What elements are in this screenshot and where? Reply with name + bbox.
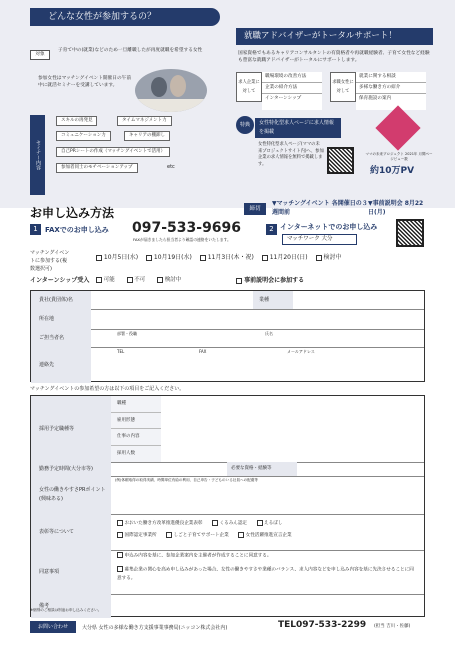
person-name-label: 氏名	[265, 331, 273, 336]
consent-2	[117, 566, 417, 583]
event-date-2: 10月19日(水)	[153, 254, 192, 261]
job-box: 求職女性に対して	[330, 72, 356, 102]
job-item: 多様な働き方の紹介	[356, 83, 426, 94]
pr-text: (例)休暇取得の取得実績、時間単位有給の利用、自己申告・子どものいる社員への配慮等	[115, 478, 258, 482]
hours-label: 勤務予定時間(大分市等)	[31, 462, 111, 476]
contact-hours: (担当 吉川・佐藤)	[374, 624, 411, 629]
search-input[interactable]: マッチワーク 大分	[282, 234, 357, 245]
web-label: インターネットでのお申し込み	[280, 223, 378, 231]
job-item: 就業に関する相談	[356, 72, 426, 83]
award-checkbox[interactable]	[117, 520, 123, 526]
company-item: 職場環境の改善方法	[262, 72, 322, 83]
consent-label: 同意事項	[31, 550, 111, 594]
contact-label: 連絡先	[31, 347, 91, 383]
banner-title: 女性特化型求人ページに求人情報を掲載	[255, 118, 341, 138]
briefing-join	[236, 275, 304, 284]
fax-label: FAXでのお申し込み	[45, 226, 109, 234]
date-checkbox[interactable]	[96, 255, 102, 261]
target-text: 子育て中の(就業)などのため一旦離職したが再度就職を希望する女性	[58, 48, 203, 53]
event-date-3: 11月3日(木・祝)	[207, 254, 254, 261]
right-text: 国家資格でもあるキャリアコンサルタントの有資格者や再就職経験者、子育て女性など経験も豊富な就職アドバイザーがトータルにサポートします。	[238, 51, 430, 64]
tokuten-badge: 特典	[236, 116, 254, 134]
company-box: 求人企業に対して	[236, 72, 262, 102]
job-row-label: 仕事の内容	[111, 429, 161, 446]
job-row-label: 雇用形態	[111, 413, 161, 430]
industry-label: 業種	[253, 291, 293, 309]
intern-options	[96, 275, 181, 283]
pill-motivation: 参加者同士のモチベーションアップ	[56, 163, 138, 173]
etc-text: etc	[167, 164, 175, 170]
footnote: ※個別のご相談は別途お申し込みください。	[30, 608, 102, 612]
right-heading: 就職アドバイザーがトータルサポート！	[236, 28, 433, 45]
consent-1	[117, 552, 417, 561]
contact-tel: TEL097-533-2299	[278, 620, 367, 630]
award-checkbox[interactable]	[117, 532, 123, 538]
pill-career: キャリアの棚卸し	[124, 131, 170, 141]
intern-checkbox[interactable]	[96, 277, 102, 283]
intern-option-2: 不可	[134, 277, 146, 283]
undecided-label: 検討中	[323, 254, 342, 261]
job-row-label: 職種	[111, 396, 161, 413]
pill-pr: 自己PRシートの作成（マッチングイベントで活用）	[56, 147, 170, 157]
web-step-number: 2	[266, 224, 277, 235]
job-cond-label: 採用予定職種等	[31, 396, 111, 462]
company-list	[262, 72, 322, 110]
contact-person-label: ご担当者名	[31, 329, 91, 347]
seminar-photo	[135, 69, 207, 112]
company-name-label: 貴社(貴団体)名	[31, 291, 91, 309]
note-line: マッチングイベントの参加希望の方は以下の項目をご記入ください。	[30, 386, 185, 392]
intern-option-3: 検討中	[164, 277, 182, 283]
org-name: 大分県 女性の多様な働き方支援事業事務局(ニッコン株式会社内)	[82, 625, 228, 631]
target-tag: 対象	[30, 50, 50, 60]
pill-skill: スキルの再発見	[56, 116, 97, 126]
left-heading: どんな女性が参加するの？	[30, 8, 220, 26]
undecided-checkbox[interactable]	[316, 255, 322, 261]
briefing-join-label: 事前説明会に参加する	[244, 277, 305, 284]
date-checkbox[interactable]	[262, 255, 268, 261]
fax-note: FAXが届きましたら担当者より確認の連絡をいたします。	[133, 237, 231, 242]
consent-text-2: 募集企業の関心を高め申し込みがあった場合、女性の働きやすさや業種のバランス、求人内容などを申し込み内容を基に先決させることに同意する。	[117, 567, 414, 581]
intern-checkbox[interactable]	[127, 277, 133, 283]
award-option: 女性活躍推進宣言企業	[245, 533, 292, 538]
pv-count: 約10万PV	[370, 166, 415, 176]
qualifications-label: 必要な資格・経験等	[227, 462, 297, 476]
pill-time: タイムマネジメント力	[117, 116, 172, 126]
pr-label: 女性の働きやすさPRポイント(興味ある)	[31, 476, 111, 514]
tel-label: TEL	[117, 349, 125, 354]
award-option: しごと子育てサポート企業	[173, 533, 229, 538]
company-form	[30, 290, 425, 382]
seminar-label: セミナー内容	[30, 115, 45, 195]
award-checkbox[interactable]	[238, 532, 244, 538]
award-label: 表彰等について	[31, 514, 111, 550]
event-form	[30, 395, 425, 617]
deadline-text: ▼マッチングイベント 各開催日の３週間前	[272, 200, 368, 216]
award-option: 国際認定事業所	[124, 533, 157, 538]
award-checkbox[interactable]	[212, 520, 218, 526]
event-label: マッチングイベントに参加する(複数選択可)	[30, 250, 70, 272]
briefing-date: ▼事前説明会 8月22日(月)	[368, 200, 424, 216]
consent-text-1: 申込み内容を基に、参加企業案内を主催者が作成することに同意する。	[124, 553, 272, 559]
award-checkbox[interactable]	[166, 532, 172, 538]
event-date-4: 11月20日(日)	[269, 254, 308, 261]
qr-code-icon[interactable]	[327, 147, 354, 174]
consent-checkbox[interactable]	[117, 552, 123, 558]
pill-comm: コミュニケーション力	[56, 131, 111, 141]
contact-button[interactable]: お問い合わせ	[30, 621, 76, 633]
date-checkbox[interactable]	[146, 255, 152, 261]
award-checkbox[interactable]	[257, 520, 263, 526]
award-option: くるみん認定	[219, 521, 248, 526]
event-dates	[96, 252, 342, 261]
seminar-text: 参加女性はマッチングイベント開催日の午前中に就活セミナーを受講しています。	[38, 76, 132, 89]
company-item: インターンシップ	[265, 96, 302, 101]
event-date-1: 10月5日(水)	[103, 254, 139, 261]
fax-field-label: FAX	[199, 349, 207, 354]
apply-title: お申し込み方法	[30, 206, 115, 220]
apply-qr-icon[interactable]	[396, 219, 424, 247]
fax-number: 097-533-9696	[132, 220, 242, 236]
briefing-checkbox[interactable]	[236, 278, 242, 284]
job-list	[356, 72, 426, 110]
fax-step-number: 1	[30, 224, 41, 235]
intern-label: インターンシップ受入	[30, 277, 90, 284]
award-option: えるぼし	[264, 521, 283, 526]
job-cond-sub	[111, 396, 161, 462]
consent-checkbox[interactable]	[117, 566, 123, 572]
award-option: おおいた働き方改革推進優良企業表彰	[124, 521, 203, 526]
mail-label: メールアドレス	[287, 349, 315, 354]
job-item: 保育施設の案内	[359, 96, 392, 101]
logo-caption: ママの未来プロジェクト 2021年 月間ページビュー数	[365, 152, 433, 161]
intern-checkbox[interactable]	[157, 277, 163, 283]
date-checkbox[interactable]	[200, 255, 206, 261]
award-options	[117, 518, 417, 542]
intern-option-1: 可能	[103, 277, 115, 283]
job-row-label: 採用人数	[117, 450, 135, 456]
company-item: 企業の紹介方法	[262, 83, 322, 94]
banner-text: 女性特化型求人ページ(ママの未来プロジェクトサイト内)へ、参加企業の求人情報を無料で掲載します。	[258, 142, 324, 167]
address-label: 所在地	[31, 309, 91, 329]
dept-label: 部署・役職	[117, 331, 137, 336]
deadline-tag: 締切	[244, 203, 266, 215]
remarks-label: 備考	[31, 594, 111, 618]
